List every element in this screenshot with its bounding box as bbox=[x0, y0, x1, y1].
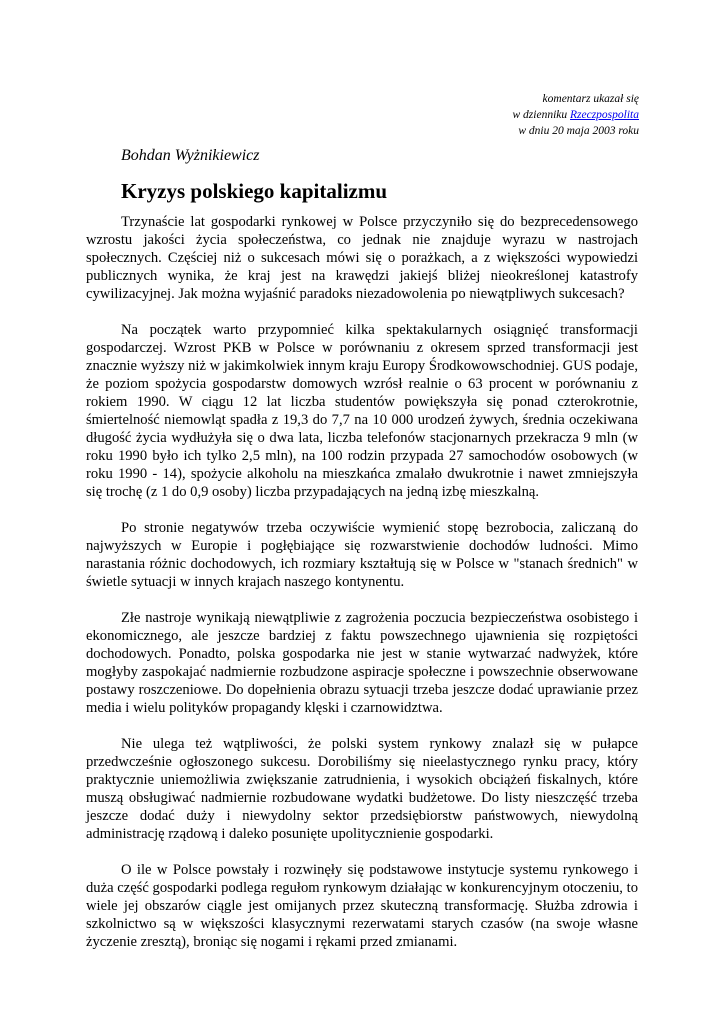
publication-note-line bbox=[513, 107, 640, 123]
publication-note-prefix: w dzienniku bbox=[512, 109, 570, 121]
article-paragraph: Na początek warto przypomnieć kilka spektakularnych osiągnięć transformacji gospodarczej. Wzrost PKB w Polsce w porównaniu z okresem sprzed transformacji jest znacznie wyższy niż w jakimkolwiek innym kraju Europy Środkowowschodniej. GUS podaje, że poziom spożycia gospodarstw domowych wzrósł realnie o 63 procent w porównaniu z rokiem 1990. W ciągu 12 lat liczba studentów powiększyła się ponad czterokrotnie, śmiertelność niemowląt spadła z 19,3 do 7,7 na 10 000 urodzeń żywych, średnia oczekiwana długość życia wydłużyła się o dwa lata, liczba telefonów stacjonarnych przekracza 9 mln (w roku 1990 było ich tylko 2,5 mln), na 100 rodzin przypada 27 samochodów osobowych (w roku 1990 - 14), spożycie alkoholu na mieszkańca zmalało dwukrotnie i nawet zmniejszyła się trochę (z 1 do 0,9 osoby) liczba przypadających na jedną izbę mieszkalną. bbox=[86, 322, 639, 500]
article-paragraph: Nie ulega też wątpliwości, że polski system rynkowy znalazł się w pułapce przedwcześnie ogłoszonego sukcesu. Dorobiliśmy się nieelastycznego rynku pracy, który praktycznie uniemożliwia zwiększanie zatrudnienia, i wysokich obciążeń fiskalnych, które muszą obsługiwać nadmiernie rozbudowane wydatki budżetowe. Do listy nieszczęść trzeba jeszcze dodać duży i niewydolny sektor przedsiębiorstw państwowych, niewydolną administrację rządową i daleko posunięte upolitycznienie gospodarki. bbox=[86, 736, 638, 842]
article-body bbox=[86, 213, 638, 969]
publication-note-line: w dniu 20 maja 2003 roku bbox=[518, 125, 639, 137]
publication-note bbox=[513, 91, 640, 139]
author-name: Bohdan Wyżnikiewicz bbox=[121, 147, 260, 164]
article-paragraph: Złe nastroje wynikają niewątpliwie z zagrożenia poczucia bezpieczeństwa osobistego i ekonomicznego, ale jeszcze bardziej z faktu powszechnego ujawnienia się rozpiętości dochodowych. Ponadto, polska gospodarka nie jest w stanie wytwarzać nadwyżek, które mogłyby zaspokajać nadmiernie rozbudzone aspiracje społeczne i powszechnie obserwowane postawy roszczeniowe. Do dopełnienia obrazu sytuacji trzeba jeszcze dodać uprawianie przez media i wielu polityków propagandy klęski i czarnowidztwa. bbox=[86, 610, 638, 716]
publication-note-line: komentarz ukazał się bbox=[542, 93, 639, 105]
article-paragraph: Trzynaście lat gospodarki rynkowej w Polsce przyczyniło się do bezprecedensowego wzrostu jakości życia społeczeństwa, co jednak nie znajduje wyrazu w nastrojach społecznych. Częściej niż o sukcesach mówi się o porażkach, a z większości wypowiedzi publicznych wynika, że kraj jest na krawędzi jakiejś bliżej nieokreślonej katastrofy cywilizacyjnej. Jak można wyjaśnić paradoks niezadowolenia po niewątpliwych sukcesach? bbox=[86, 214, 638, 302]
article-paragraph: O ile w Polsce powstały i rozwinęły się podstawowe instytucje systemu rynkowego i duża część gospodarki podlega regułom rynkowym działając w konkurencyjnym otoczeniu, to wiele jej obszarów ciągle jest omijanych przez skuteczną transformację. Służba zdrowia i szkolnictwo są w większości klasycznymi rezerwatami starych czasów (na swoje własne życzenie zresztą), broniąc się nogami i rękami przed zmianami. bbox=[86, 862, 638, 950]
newspaper-link[interactable]: Rzeczpospolita bbox=[570, 109, 639, 121]
article-paragraph: Po stronie negatywów trzeba oczywiście wymienić stopę bezrobocia, zaliczaną do najwyższych w Europie i pogłębiające się rozwarstwienie dochodów ludności. Mimo narastania różnic dochodowych, ich rozmiary kształtują się w Polsce w "stanach średnich" w świetle sytuacji w innych krajach naszego kontynentu. bbox=[86, 520, 638, 590]
article-title: Kryzys polskiego kapitalizmu bbox=[121, 179, 388, 203]
